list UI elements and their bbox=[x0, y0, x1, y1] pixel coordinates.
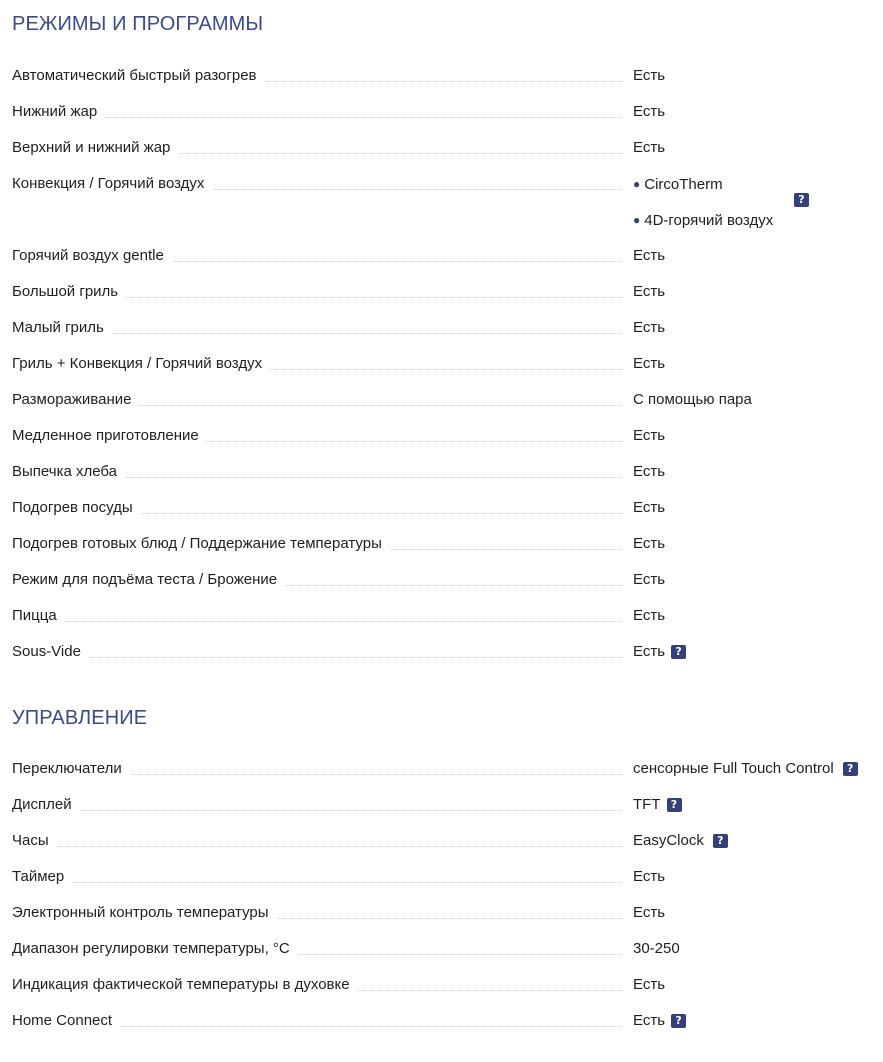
dotted-leader bbox=[12, 657, 622, 658]
spec-label: Нижний жар bbox=[12, 103, 105, 121]
help-icon[interactable]: ? bbox=[794, 193, 809, 207]
spec-row bbox=[12, 607, 872, 633]
spec-row bbox=[12, 976, 872, 1002]
spec-label: Sous-Vide bbox=[12, 643, 89, 661]
spec-row bbox=[12, 499, 872, 525]
spec-value: EasyClock ? bbox=[633, 832, 728, 850]
spec-label: Переключатели bbox=[12, 760, 130, 778]
spec-label: Пицца bbox=[12, 607, 65, 625]
spec-label: Индикация фактической температуры в духовке bbox=[12, 976, 358, 994]
spec-row bbox=[12, 643, 872, 669]
spec-row bbox=[12, 535, 872, 561]
help-icon[interactable]: ? bbox=[713, 834, 728, 848]
spec-label: Подогрев готовых блюд / Поддержание температуры bbox=[12, 535, 390, 553]
dotted-leader bbox=[12, 810, 622, 811]
spec-value: Есть ? bbox=[633, 643, 686, 661]
spec-row bbox=[12, 940, 872, 966]
spec-row bbox=[12, 796, 872, 822]
spec-value: Есть bbox=[633, 355, 666, 372]
spec-row bbox=[12, 175, 872, 237]
spec-label: Верхний и нижний жар bbox=[12, 139, 178, 157]
spec-row bbox=[12, 355, 872, 381]
spec-row bbox=[12, 760, 872, 786]
spec-row bbox=[12, 319, 872, 345]
spec-value: 30-250 bbox=[633, 940, 680, 957]
spec-value: Есть bbox=[633, 868, 666, 885]
spec-value-item: ● 4D-горячий воздух bbox=[633, 212, 774, 229]
spec-row bbox=[12, 571, 872, 597]
spec-value: Есть bbox=[633, 283, 666, 300]
spec-value: С помощью пара bbox=[633, 391, 752, 408]
help-icon[interactable]: ? bbox=[671, 645, 686, 659]
spec-value: Есть bbox=[633, 247, 666, 264]
spec-row bbox=[12, 247, 872, 273]
spec-value: Есть bbox=[633, 976, 666, 993]
spec-value: TFT ? bbox=[633, 796, 682, 814]
spec-value: Есть bbox=[633, 139, 666, 156]
spec-label: Режим для подъёма теста / Брожение bbox=[12, 571, 285, 589]
spec-value: Есть bbox=[633, 319, 666, 336]
section-title-control: УПРАВЛЕНИЕ bbox=[12, 707, 148, 729]
spec-label: Часы bbox=[12, 832, 57, 850]
spec-label: Автоматический быстрый разогрев bbox=[12, 67, 265, 85]
dotted-leader bbox=[12, 846, 622, 847]
help-icon[interactable]: ? bbox=[843, 762, 858, 776]
bullet-icon: ● bbox=[633, 177, 641, 191]
spec-row bbox=[12, 283, 872, 309]
spec-row bbox=[12, 391, 872, 417]
help-icon[interactable]: ? bbox=[671, 1014, 686, 1028]
spec-row bbox=[12, 67, 872, 93]
spec-row bbox=[12, 904, 872, 930]
spec-value: Есть bbox=[633, 904, 666, 921]
spec-label: Таймер bbox=[12, 868, 72, 886]
spec-value: сенсорные Full Touch Control ? bbox=[633, 760, 858, 778]
bullet-icon: ● bbox=[633, 213, 641, 227]
spec-label: Выпечка хлеба bbox=[12, 463, 125, 481]
spec-label: Гриль + Конвекция / Горячий воздух bbox=[12, 355, 270, 373]
spec-value-item: ● CircoTherm bbox=[633, 176, 723, 193]
spec-label: Медленное приготовление bbox=[12, 427, 207, 445]
spec-row bbox=[12, 832, 872, 858]
spec-label: Большой гриль bbox=[12, 283, 126, 301]
spec-label: Малый гриль bbox=[12, 319, 112, 337]
spec-value: Есть bbox=[633, 535, 666, 552]
spec-value: Есть ? bbox=[633, 1012, 686, 1030]
spec-label: Диапазон регулировки температуры, °C bbox=[12, 940, 298, 958]
spec-row bbox=[12, 1012, 872, 1038]
spec-value: Есть bbox=[633, 103, 666, 120]
spec-label: Home Connect bbox=[12, 1012, 120, 1030]
spec-row bbox=[12, 103, 872, 129]
spec-label: Электронный контроль температуры bbox=[12, 904, 277, 922]
spec-value: Есть bbox=[633, 499, 666, 516]
spec-value: Есть bbox=[633, 427, 666, 444]
spec-row bbox=[12, 139, 872, 165]
spec-value: Есть bbox=[633, 463, 666, 480]
help-icon[interactable]: ? bbox=[667, 798, 682, 812]
spec-value: Есть bbox=[633, 571, 666, 588]
spec-row bbox=[12, 427, 872, 453]
spec-label: Горячий воздух gentle bbox=[12, 247, 172, 265]
section-title-modes: РЕЖИМЫ И ПРОГРАММЫ bbox=[12, 13, 264, 35]
spec-label: Подогрев посуды bbox=[12, 499, 141, 517]
dotted-leader bbox=[12, 882, 622, 883]
spec-row bbox=[12, 463, 872, 489]
spec-label: Размораживание bbox=[12, 391, 139, 409]
spec-value: Есть bbox=[633, 607, 666, 624]
spec-row bbox=[12, 868, 872, 894]
spec-label: Конвекция / Горячий воздух bbox=[12, 175, 212, 193]
spec-label: Дисплей bbox=[12, 796, 80, 814]
spec-value: Есть bbox=[633, 67, 666, 84]
dotted-leader bbox=[12, 621, 622, 622]
